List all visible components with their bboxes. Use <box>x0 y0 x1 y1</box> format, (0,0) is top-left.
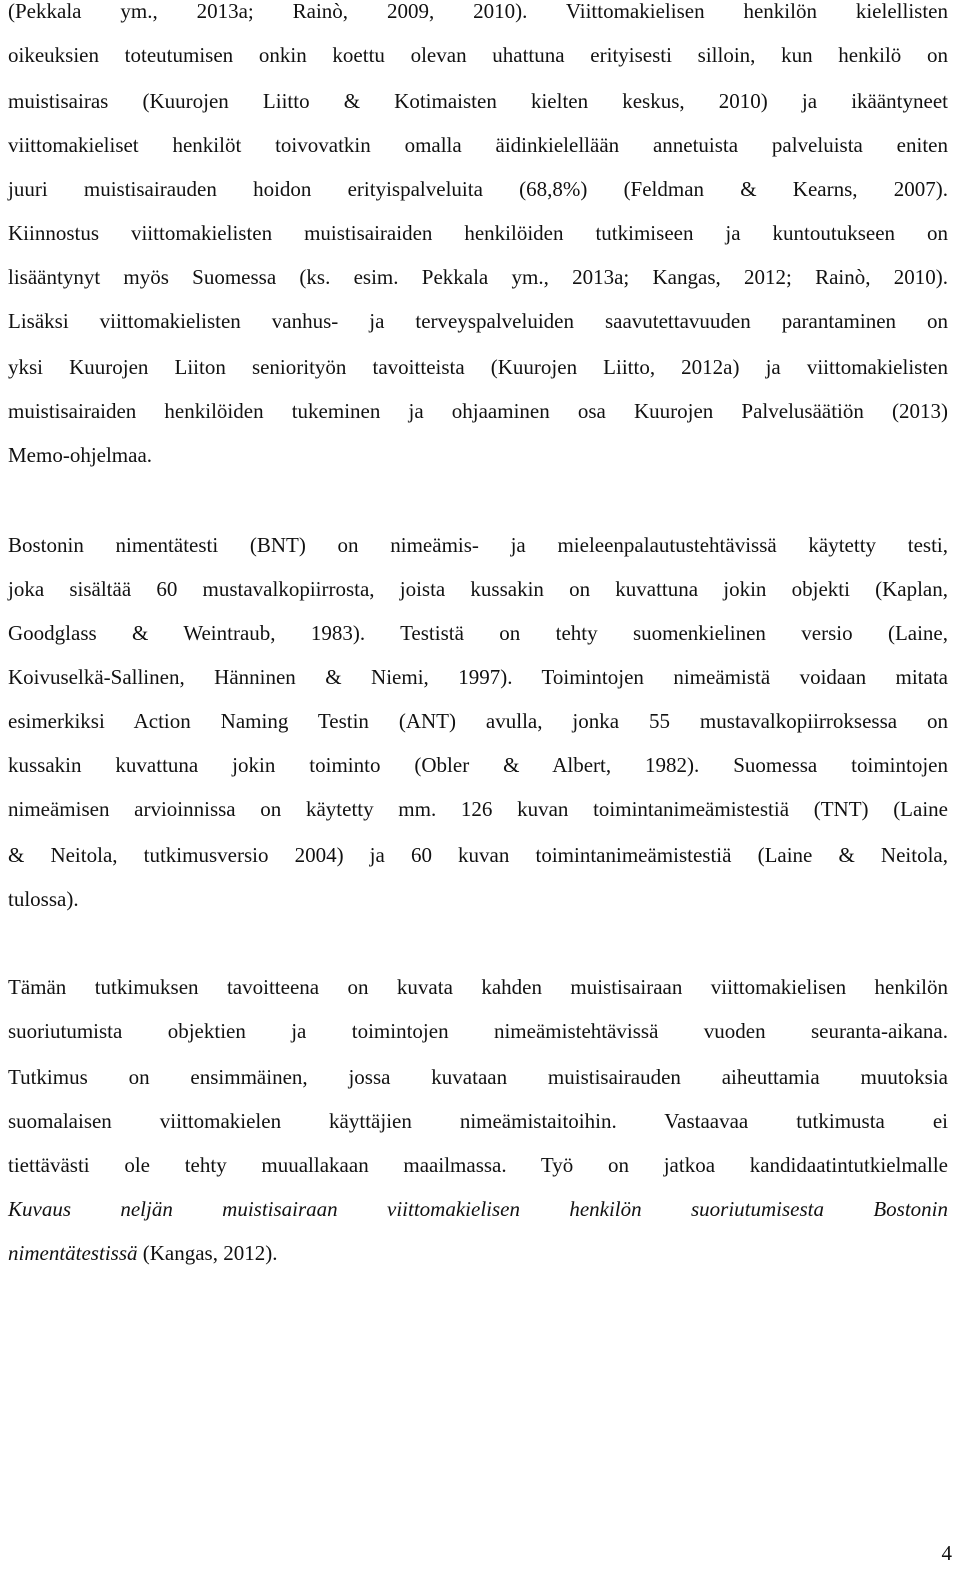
italic-title-fragment: nimentätestissä <box>8 1241 138 1265</box>
text-line: muistisairas (Kuurojen Liitto & Kotimaisten kielten keskus, 2010) ja ikääntyneet <box>8 89 948 113</box>
text-line: kussakin kuvattuna jokin toiminto (Obler & Albert, 1982). Suomessa toimintojen <box>8 753 948 777</box>
text-line: tulossa). <box>8 887 79 911</box>
text-line: yksi Kuurojen Liiton seniorityön tavoitteista (Kuurojen Liitto, 2012a) ja viittomakielisten <box>8 355 948 379</box>
text-line: suoriutumista objektien ja toimintojen nimeämistehtävissä vuoden seuranta-aikana. <box>8 1019 948 1043</box>
text-line: (Pekkala ym., 2013a; Rainò, 2009, 2010). Viittomakielisen henkilön kielellisten <box>8 0 948 23</box>
text-line: Memo-ohjelmaa. <box>8 443 153 467</box>
text-line: Tutkimus on ensimmäinen, jossa kuvataan muistisairauden aiheuttamia muutoksia <box>8 1065 948 1089</box>
citation-fragment: (Kangas, 2012). <box>137 1241 278 1265</box>
text-line: lisääntynyt myös Suomessa (ks. esim. Pekkala ym., 2013a; Kangas, 2012; Rainò, 2010). <box>8 265 948 289</box>
text-line: suomalaisen viittomakielen käyttäjien nimeämistaitoihin. Vastaavaa tutkimusta ei <box>8 1109 948 1133</box>
text-line: Bostonin nimentätesti (BNT) on nimeämis- ja mieleenpalautustehtävissä käytetty testi, <box>8 533 948 557</box>
page-number: 4 <box>941 1541 952 1565</box>
text-line: Goodglass & Weintraub, 1983). Testistä on tehty suomenkielinen versio (Laine, <box>8 621 948 645</box>
text-line: tiettävästi ole tehty muuallakaan maailmassa. Työ on jatkoa kandidaatintutkielmalle <box>8 1153 948 1177</box>
text-line: Tämän tutkimuksen tavoitteena on kuvata kahden muistisairaan viittomakielisen henkilön <box>8 975 948 999</box>
text-line: oikeuksien toteutumisen onkin koettu olevan uhattuna erityisesti silloin, kun henkilö on <box>8 43 948 67</box>
text-line: Kiinnostus viittomakielisten muistisairaiden henkilöiden tutkimiseen ja kuntoutukseen on <box>8 221 948 245</box>
text-line: muistisairaiden henkilöiden tukeminen ja ohjaaminen osa Kuurojen Palvelusäätiön (2013) <box>8 399 948 423</box>
text-line: juuri muistisairauden hoidon erityispalveluita (68,8%) (Feldman & Kearns, 2007). <box>8 177 948 201</box>
text-line: nimeämisen arvioinnissa on käytetty mm. 126 kuvan toimintanimeämistestiä (TNT) (Laine <box>8 797 948 821</box>
text-line: Koivuselkä-Sallinen, Hänninen & Niemi, 1997). Toimintojen nimeämistä voidaan mitata <box>8 665 948 689</box>
text-line: viittomakieliset henkilöt toivovatkin omalla äidinkielellään annetuista palveluista eniten <box>8 133 948 157</box>
text-line: & Neitola, tutkimusversio 2004) ja 60 kuvan toimintanimeämistestiä (Laine & Neitola, <box>8 843 948 867</box>
text-line: esimerkiksi Action Naming Testin (ANT) avulla, jonka 55 mustavalkopiirroksessa on <box>8 709 948 733</box>
italic-title-line: Kuvaus neljän muistisairaan viittomakielisen henkilön suoriutumisesta Bostonin <box>8 1197 948 1221</box>
text-line-last <box>8 1238 948 1268</box>
text-line: joka sisältää 60 mustavalkopiirrosta, joista kussakin on kuvattuna jokin objekti (Kaplan, <box>8 577 948 601</box>
text-line: Lisäksi viittomakielisten vanhus- ja terveyspalveluiden saavutettavuuden parantaminen on <box>8 309 948 333</box>
